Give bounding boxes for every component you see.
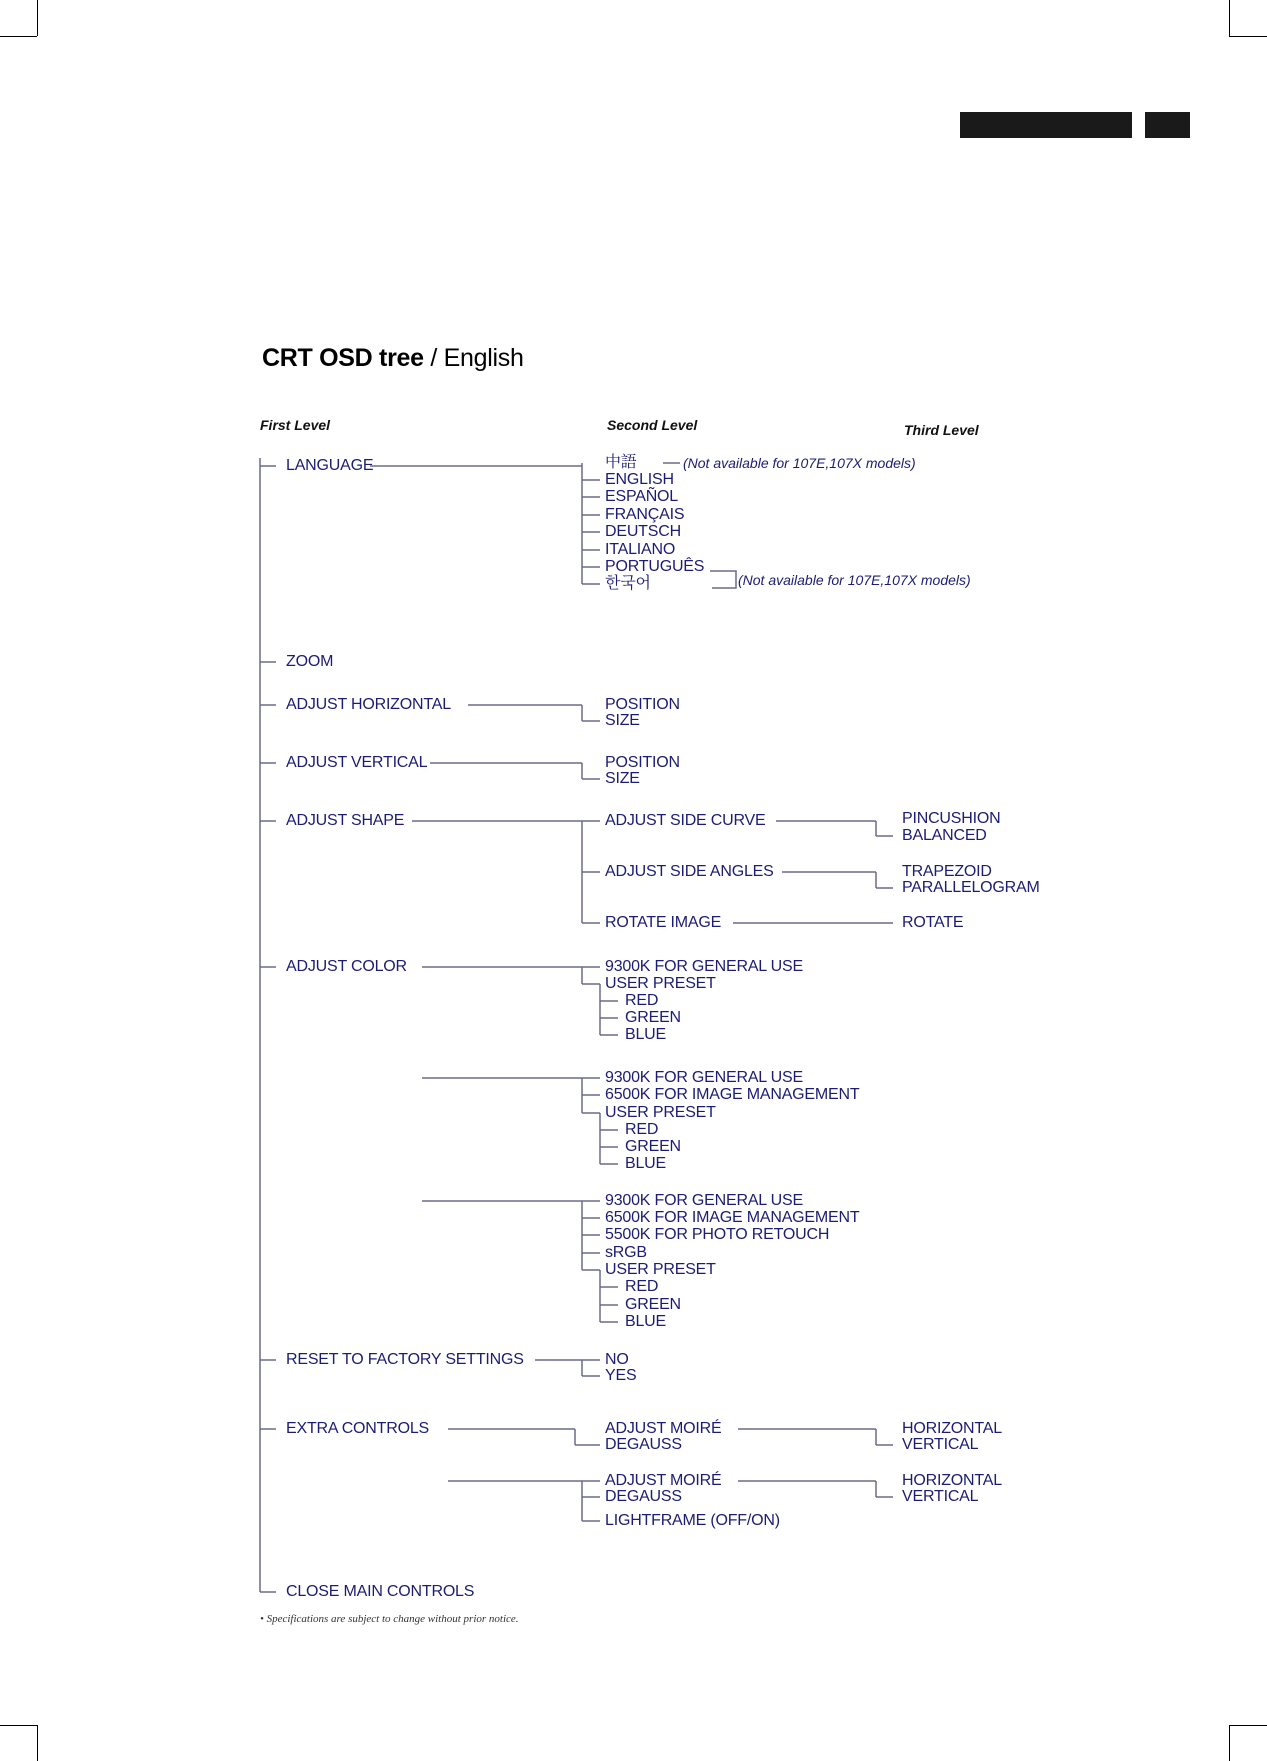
reset-option: NO: [605, 1351, 629, 1368]
rgb-option: BLUE: [625, 1155, 666, 1172]
extra-option: ADJUST MOIRÉ: [605, 1420, 722, 1437]
color-option: 9300K FOR GENERAL USE: [605, 1192, 803, 1209]
first-level-adjust-color: ADJUST COLOR: [286, 958, 407, 975]
extra-option: ADJUST MOIRÉ: [605, 1472, 722, 1489]
rgb-option: GREEN: [625, 1296, 681, 1313]
language-item: PORTUGUÊS: [605, 558, 705, 575]
shape-side-angles-child: TRAPEZOID: [902, 863, 992, 880]
rgb-option: BLUE: [625, 1026, 666, 1043]
moire-child: HORIZONTAL: [902, 1472, 1002, 1489]
first-level-language: LANGUAGE: [286, 457, 374, 474]
availability-note: (Not available for 107E,107X models): [683, 455, 916, 471]
color-option: USER PRESET: [605, 1261, 716, 1278]
rgb-option: GREEN: [625, 1009, 681, 1026]
shape-side-curve-child: BALANCED: [902, 827, 987, 844]
shape-side-angles: ADJUST SIDE ANGLES: [605, 863, 774, 880]
color-option: 9300K FOR GENERAL USE: [605, 1069, 803, 1086]
shape-rotate: ROTATE: [902, 914, 964, 931]
availability-note: (Not available for 107E,107X models): [738, 572, 971, 588]
shape-side-angles-child: PARALLELOGRAM: [902, 879, 1040, 896]
diagram-title: CRT OSD tree / English: [262, 344, 524, 372]
shape-side-curve-child: PINCUSHION: [902, 810, 1001, 827]
rgb-option: RED: [625, 1278, 659, 1295]
rgb-option: RED: [625, 992, 659, 1009]
color-option: sRGB: [605, 1244, 647, 1261]
moire-child: VERTICAL: [902, 1488, 979, 1505]
color-option: 9300K FOR GENERAL USE: [605, 958, 803, 975]
language-item: FRANÇAIS: [605, 506, 685, 523]
second-level-header: Second Level: [607, 417, 698, 433]
reset-option: YES: [605, 1367, 637, 1384]
color-option: 6500K FOR IMAGE MANAGEMENT: [605, 1209, 860, 1226]
shape-rotate-image: ROTATE IMAGE: [605, 914, 722, 931]
extra-option: DEGAUSS: [605, 1436, 682, 1453]
color-option: USER PRESET: [605, 975, 716, 992]
vertical-size: SIZE: [605, 770, 640, 787]
horizontal-position: POSITION: [605, 696, 680, 713]
first-level-adjust-horizontal: ADJUST HORIZONTAL: [286, 696, 451, 713]
first-level-adjust-shape: ADJUST SHAPE: [286, 812, 405, 829]
color-option: USER PRESET: [605, 1104, 716, 1121]
vertical-position: POSITION: [605, 754, 680, 771]
shape-side-curve: ADJUST SIDE CURVE: [605, 812, 766, 829]
moire-child: HORIZONTAL: [902, 1420, 1002, 1437]
language-item: DEUTSCH: [605, 523, 681, 540]
language-item: 中語: [605, 454, 637, 471]
rgb-option: GREEN: [625, 1138, 681, 1155]
first-level-reset: RESET TO FACTORY SETTINGS: [286, 1351, 524, 1368]
language-item: 한국어: [605, 575, 651, 592]
footnote: • Specifications are subject to change without prior notice.: [260, 1613, 519, 1625]
first-level-close: CLOSE MAIN CONTROLS: [286, 1583, 475, 1600]
color-option: 5500K FOR PHOTO RETOUCH: [605, 1226, 830, 1243]
extra-option: DEGAUSS: [605, 1488, 682, 1505]
language-item: ITALIANO: [605, 541, 676, 558]
first-level-header: First Level: [260, 417, 331, 433]
extra-option: LIGHTFRAME (OFF/ON): [605, 1512, 780, 1529]
rgb-option: BLUE: [625, 1313, 666, 1330]
first-level-extra-controls: EXTRA CONTROLS: [286, 1420, 430, 1437]
color-option: 6500K FOR IMAGE MANAGEMENT: [605, 1086, 860, 1103]
language-item: ESPAÑOL: [605, 488, 678, 505]
moire-child: VERTICAL: [902, 1436, 979, 1453]
rgb-option: RED: [625, 1121, 659, 1138]
first-level-zoom: ZOOM: [286, 653, 334, 670]
first-level-adjust-vertical: ADJUST VERTICAL: [286, 754, 428, 771]
language-item: ENGLISH: [605, 471, 674, 488]
horizontal-size: SIZE: [605, 712, 640, 729]
third-level-header: Third Level: [904, 422, 979, 438]
